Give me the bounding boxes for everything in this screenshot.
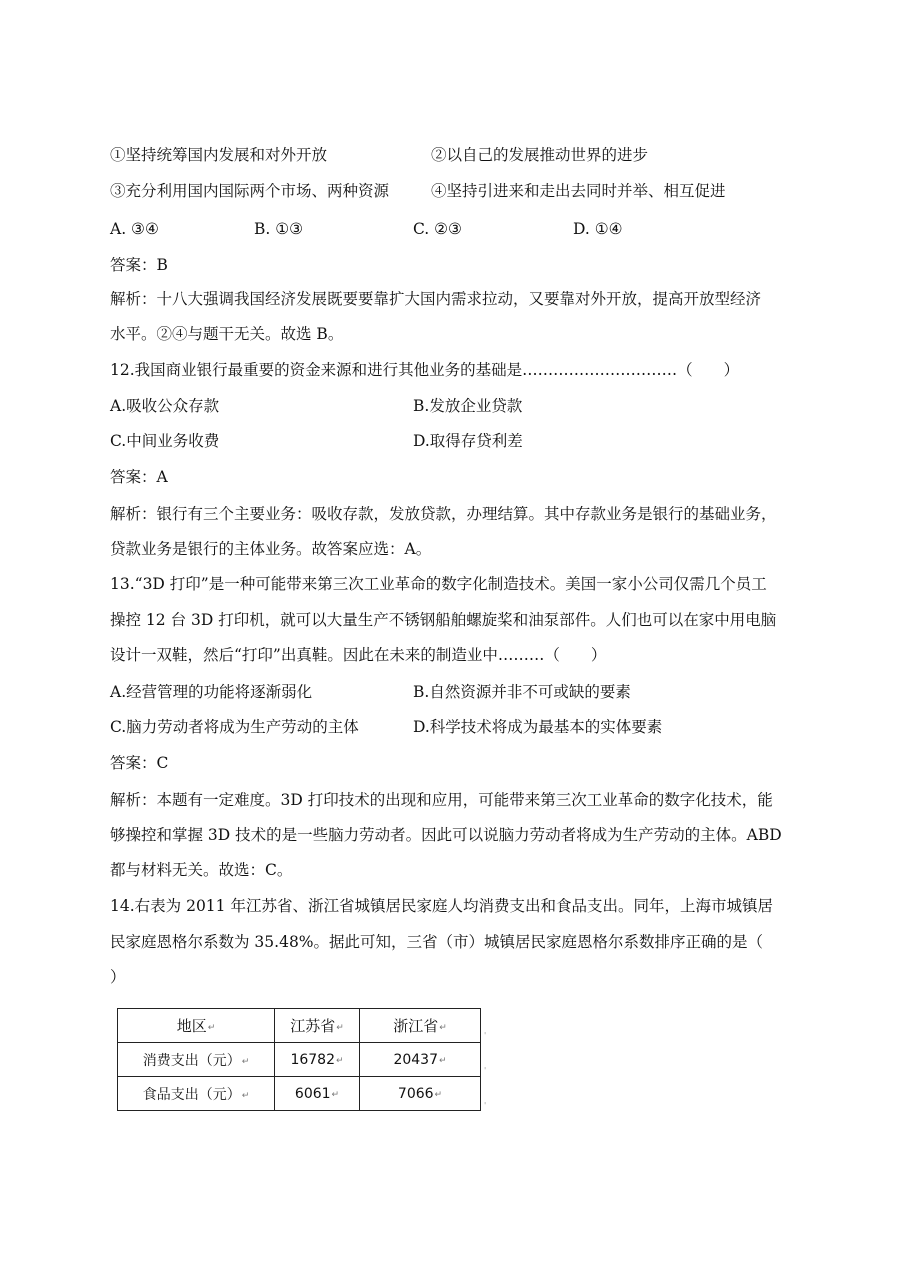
table-cell: 20437 ↵ (360, 1043, 481, 1077)
q14-stem-line-1: 14.右表为 2011 年江苏省、浙江省城镇居民家庭人均消费支出和食品支出。同年，上海市城镇居 (110, 897, 773, 915)
q11-statement-3: ③充分利用国内国际两个市场、两种资源 (110, 182, 390, 200)
q13-answer: 答案：C (110, 754, 169, 772)
table-cell: 消费支出（元） ↵ (118, 1043, 275, 1077)
q13-analysis-line-2: 够操控和掌握 3D 技术的是一些脑力劳动者。因此可以说脑力劳动者将成为生产劳动的主体。ABD (110, 826, 782, 844)
table-row (118, 1077, 481, 1111)
table-header-cell: 江苏省 ↵ (275, 1009, 360, 1043)
q12-analysis-line-2: 贷款业务是银行的主体业务。故答案应选：A。 (110, 540, 432, 558)
q12-stem: 12.我国商业银行最重要的资金来源和进行其他业务的基础是…………………………（ ） (110, 361, 740, 379)
q11-statement-1: ①坚持统筹国内发展和对外开放 (110, 146, 328, 164)
table-cell: 7066 ↵ (360, 1077, 481, 1111)
q13-stem-line-3: 设计一双鞋，然后“打印”出真鞋。因此在未来的制造业中………（ ） (110, 646, 607, 664)
q12-analysis-line-1: 解析：银行有三个主要业务：吸收存款，发放贷款，办理结算。其中存款业务是银行的基础业务， (110, 505, 777, 523)
q11-option-d: D. ①④ (573, 220, 623, 238)
q11-analysis-line-1: 解析：十八大强调我国经济发展既要要靠扩大国内需求拉动，又要靠对外开放，提高开放型经济 (110, 290, 762, 308)
q12-answer: 答案：A (110, 468, 168, 486)
table-end-of-row-marks: ' ' ' (484, 1031, 487, 1110)
table-cell: 食品支出（元） ↵ (118, 1077, 275, 1111)
q14-stem-line-2: 民家庭恩格尔系数为 35.48%。据此可知，三省（市）城镇居民家庭恩格尔系数排序正确的是（ (110, 933, 764, 951)
table-cell: 6061 ↵ (275, 1077, 360, 1111)
table-cell: 16782 ↵ (275, 1043, 360, 1077)
q13-option-c: C.脑力劳动者将成为生产劳动的主体 (110, 718, 359, 736)
q13-stem-line-2: 操控 12 台 3D 打印机，就可以大量生产不锈钢船舶螺旋桨和油泵部件。人们也可以在家中用电脑 (110, 611, 777, 629)
q13-option-a: A.经营管理的功能将逐渐弱化 (110, 683, 313, 701)
q11-option-b: B. ①③ (254, 220, 304, 238)
q11-analysis-line-2: 水平。②④与题干无关。故选 B。 (110, 325, 344, 343)
table-header-cell: 地区 ↵ (118, 1009, 275, 1043)
q13-analysis-line-3: 都与材料无关。故选：C。 (110, 861, 293, 879)
q12-option-d: D.取得存贷利差 (413, 432, 523, 450)
consumption-table (117, 1008, 481, 1111)
q11-statement-4: ④坚持引进来和走出去同时并举、相互促进 (431, 182, 726, 200)
q13-option-b: B.自然资源并非不可或缺的要素 (413, 683, 631, 701)
q11-option-a: A. ③④ (110, 220, 159, 238)
table-row (118, 1043, 481, 1077)
q13-option-d: D.科学技术将成为最基本的实体要素 (413, 718, 663, 736)
table-header-row (118, 1009, 481, 1043)
q12-option-c: C.中间业务收费 (110, 432, 220, 450)
q12-option-b: B.发放企业贷款 (413, 397, 523, 415)
q11-answer: 答案：B (110, 256, 168, 274)
q11-statement-2: ②以自己的发展推动世界的进步 (431, 146, 649, 164)
q13-analysis-line-1: 解析：本题有一定难度。3D 打印技术的出现和应用，可能带来第三次工业革命的数字化技术，能 (110, 791, 773, 809)
q12-option-a: A.吸收公众存款 (110, 397, 220, 415)
q13-stem-line-1: 13.“3D 打印”是一种可能带来第三次工业革命的数字化制造技术。美国一家小公司仅需几个员工 (110, 575, 767, 593)
table-header-cell: 浙江省 ↵ (360, 1009, 481, 1043)
q14-stem-line-3: ） (110, 968, 126, 986)
q11-option-c: C. ②③ (413, 220, 462, 238)
